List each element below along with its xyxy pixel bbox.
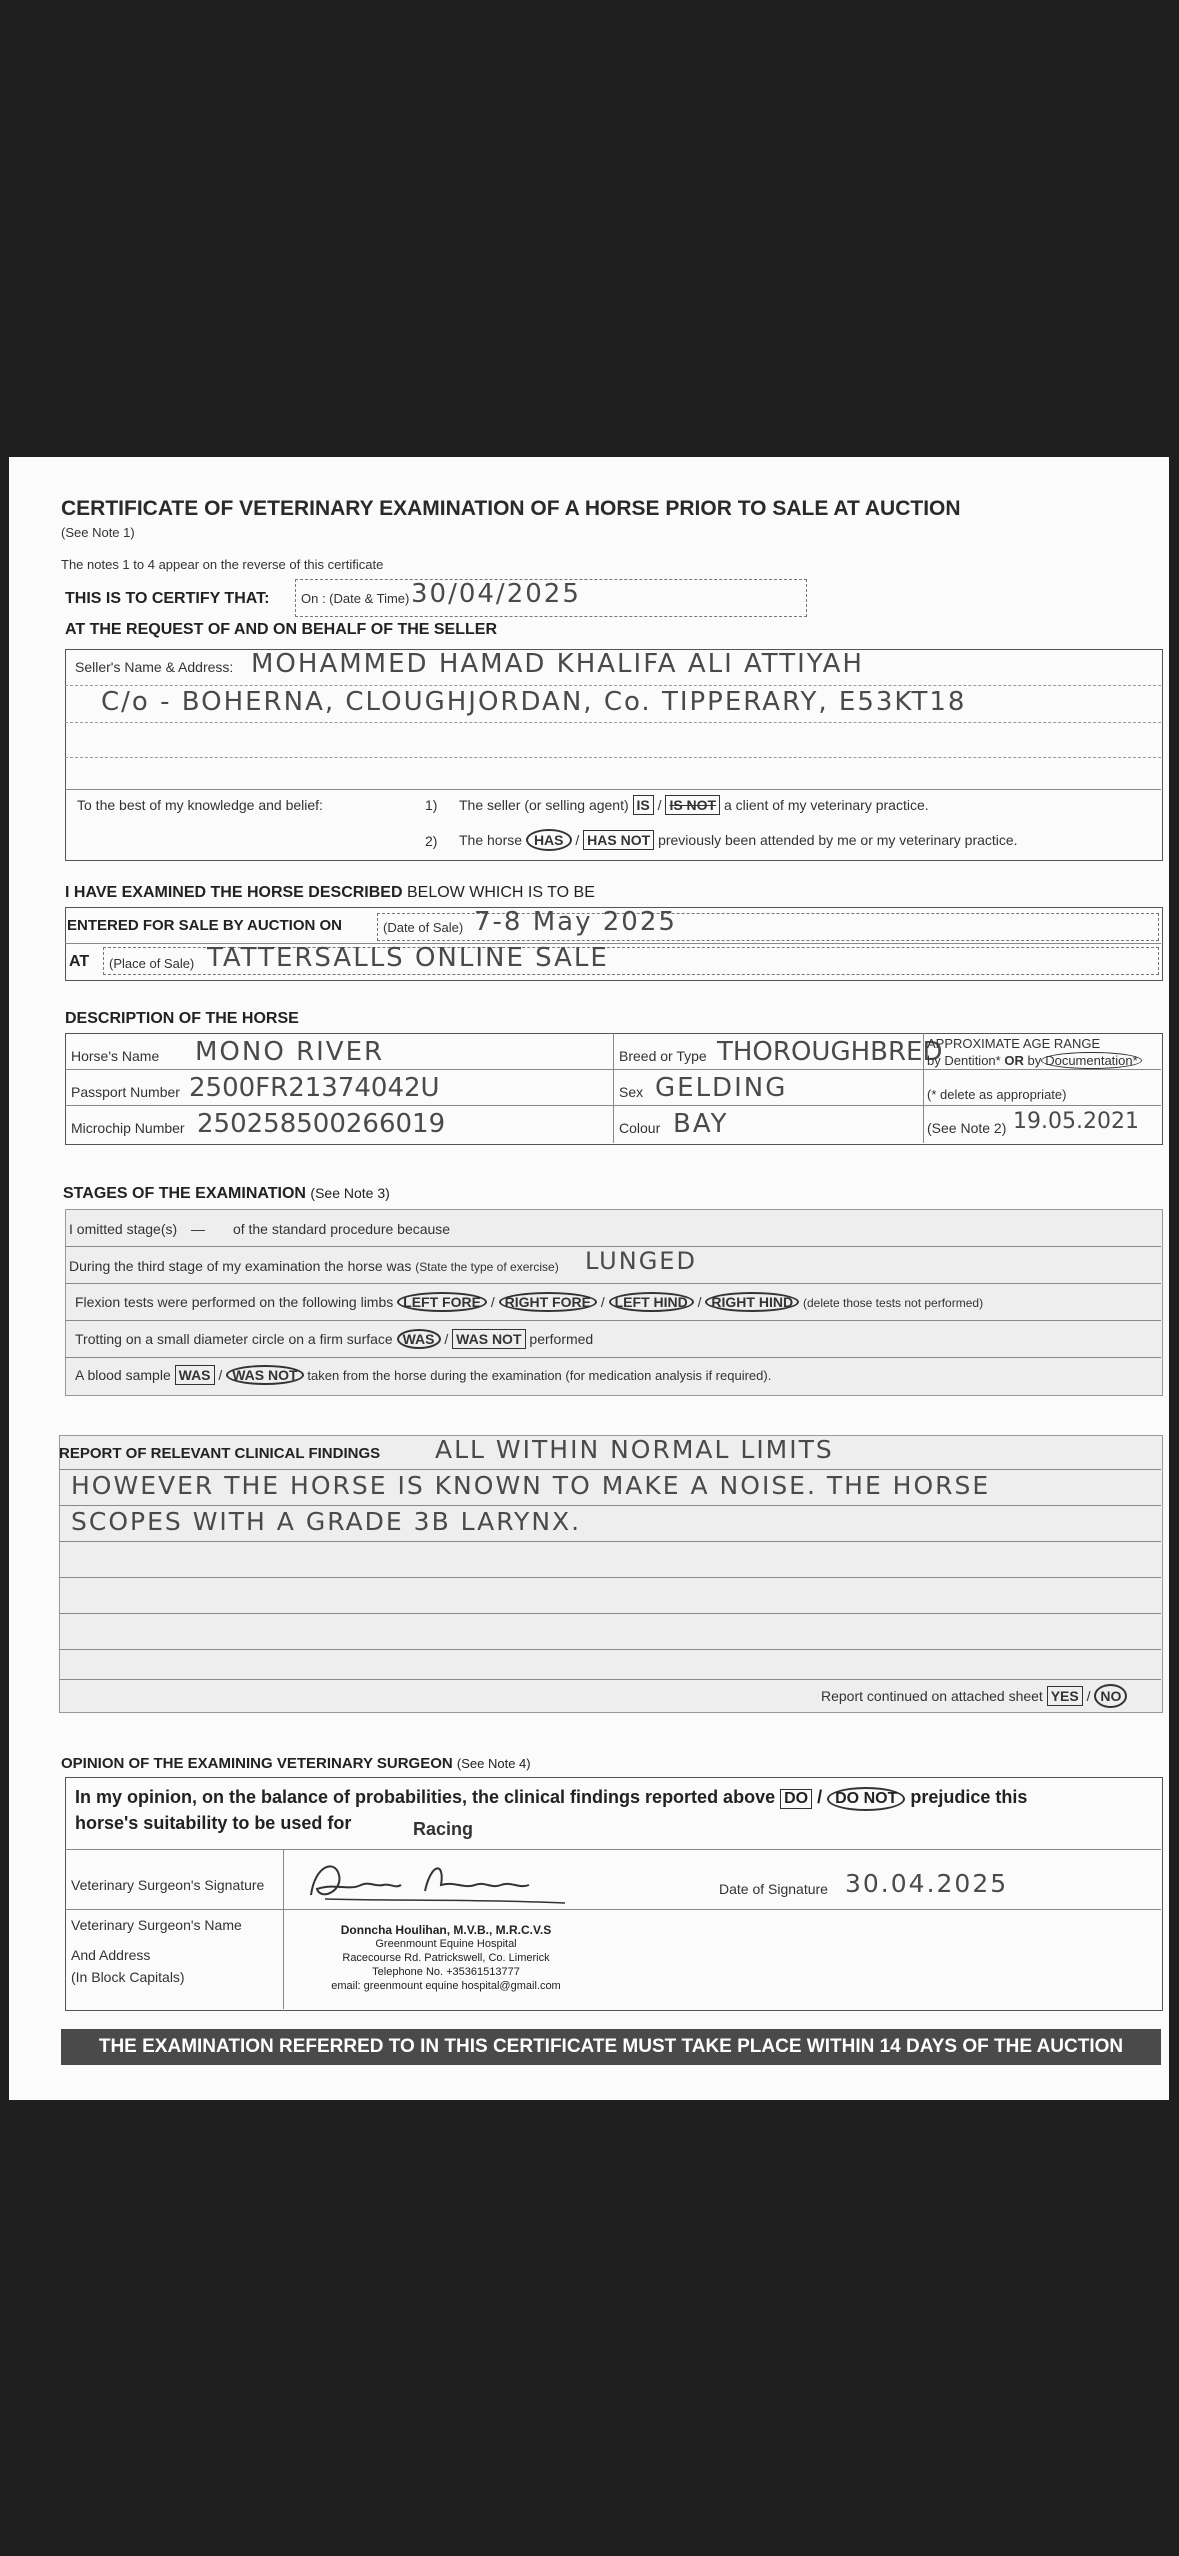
microchip-label: Microchip Number <box>71 1120 185 1136</box>
description-heading: DESCRIPTION OF THE HORSE <box>65 1010 299 1027</box>
third-stage-value: LUNGED <box>585 1247 697 1275</box>
belief-2-has: HAS <box>526 829 572 851</box>
omitted-because: of the standard procedure because <box>232 1221 451 1237</box>
examined-heading <box>65 884 595 902</box>
report-line-2: HOWEVER THE HORSE IS KNOWN TO MAKE A NOISE. THE HORSE <box>71 1471 991 1500</box>
blood-label: A blood sample <box>75 1367 171 1383</box>
blood-text: taken from the horse during the examination (for medication analysis if required). <box>307 1368 772 1383</box>
belief-2-hasnot: HAS NOT <box>583 830 654 850</box>
address-label: And Address <box>71 1947 151 1963</box>
belief-2-num: 2) <box>425 833 438 849</box>
trotting-wasnot: WAS NOT <box>452 1329 525 1349</box>
belief-1-text-a: The seller (or selling agent) <box>459 797 629 813</box>
on-date-label: On : (Date & Time) <box>301 591 410 606</box>
sex-label: Sex <box>619 1084 644 1100</box>
age-or: OR <box>1004 1053 1024 1068</box>
belief-1-row: The seller (or selling agent) IS / IS NOT a client of my veterinary practice. <box>459 797 929 813</box>
opinion-text-a: In my opinion, on the balance of probabilities, the clinical findings reported above <box>75 1787 776 1807</box>
horse-name-label: Horse's Name <box>71 1048 160 1064</box>
seller-address: C/o - BOHERNA, CLOUGHJORDAN, Co. TIPPERARY, E53KT18 <box>101 687 967 717</box>
passport-label: Passport Number <box>71 1084 180 1100</box>
horse-name-value: MONO RIVER <box>195 1037 385 1067</box>
trotting-was: WAS <box>397 1329 441 1349</box>
trotting-performed: performed <box>529 1331 594 1347</box>
examined-heading-a: I HAVE EXAMINED THE HORSE DESCRIBED <box>65 884 403 901</box>
flexion-row: Flexion tests were performed on the following limbs LEFT FORE / RIGHT FORE / LEFT HIND / RIGHT HIND (delete those tests not performed) <box>75 1294 984 1310</box>
sex-value: GELDING <box>655 1073 788 1103</box>
flexion-right-hind: RIGHT HIND <box>705 1292 799 1312</box>
entered-label: ENTERED FOR SALE BY AUCTION ON <box>67 917 343 934</box>
opinion-heading-text: OPINION OF THE EXAMINING VETERINARY SURGEON <box>61 1755 453 1772</box>
age-by-dentition: by Dentition* <box>927 1053 1001 1068</box>
age-delete-note: (* delete as appropriate) <box>927 1087 1067 1102</box>
belief-2-text-b: previously been attended by me or my veterinary practice. <box>658 832 1018 848</box>
date-of-signature-label: Date of Signature <box>719 1881 828 1897</box>
stamp-hospital: Greenmount Equine Hospital <box>375 1938 517 1950</box>
breed-label: Breed or Type <box>619 1048 707 1064</box>
third-stage-label: During the third stage of my examination the horse was <box>69 1258 412 1274</box>
colour-label: Colour <box>619 1120 661 1136</box>
stages-heading-text: STAGES OF THE EXAMINATION <box>63 1185 306 1202</box>
opinion-text-c: horse's suitability to be used for <box>75 1813 352 1833</box>
trotting-row: Trotting on a small diameter circle on a firm surface WAS / WAS NOT performed <box>75 1331 594 1347</box>
microchip-value: 250258500266019 <box>197 1109 446 1139</box>
omitted-row <box>69 1221 450 1237</box>
see-note-4: (See Note 4) <box>456 1756 531 1771</box>
stamp-name: Donncha Houlihan, M.V.B., M.R.C.V.S <box>340 1923 552 1937</box>
breed-value: THOROUGHBRED <box>717 1037 943 1067</box>
at-label: AT <box>69 953 90 970</box>
report-line-1: ALL WITHIN NORMAL LIMITS <box>435 1435 834 1464</box>
flexion-note: (delete those tests not performed) <box>802 1296 984 1310</box>
belief-1-is: IS <box>633 795 654 815</box>
on-date-value: 30/04/2025 <box>411 579 581 609</box>
passport-value: 2500FR21374042U <box>189 1073 440 1103</box>
seller-label: Seller's Name & Address: <box>75 659 234 675</box>
belief-label: To the best of my knowledge and belief: <box>77 797 323 813</box>
notes-line: The notes 1 to 4 appear on the reverse of this certificate <box>61 557 384 572</box>
date-of-signature-value: 30.04.2025 <box>845 1869 1009 1898</box>
certify-label: THIS IS TO CERTIFY THAT: <box>65 590 270 607</box>
footer-banner: THE EXAMINATION REFERRED TO IN THIS CERTIFICATE MUST TAKE PLACE WITHIN 14 DAYS OF THE AUCTION <box>61 2029 1161 2065</box>
belief-2-row: The horse HAS / HAS NOT previously been attended by me or my veterinary practice. <box>459 829 1018 851</box>
seller-name: MOHAMMED HAMAD KHALIFA ALI ATTIYAH <box>251 649 864 679</box>
age-value: 19.05.2021 <box>1013 1109 1139 1134</box>
stamp-address: Racecourse Rd. Patrickswell, Co. Limerick <box>342 1952 550 1964</box>
blood-was: WAS <box>175 1365 215 1385</box>
date-of-sale-label: (Date of Sale) <box>383 920 464 935</box>
age-range-label: APPROXIMATE AGE RANGE <box>927 1036 1101 1051</box>
belief-2-text-a: The horse <box>459 832 523 848</box>
belief-1-num: 1) <box>425 797 438 813</box>
flexion-left-hind: LEFT HIND <box>609 1292 694 1312</box>
stamp-phone: Telephone No. +35361513777 <box>372 1966 520 1978</box>
report-continued-yes: YES <box>1047 1686 1083 1706</box>
report-heading: REPORT OF RELEVANT CLINICAL FINDINGS <box>59 1445 381 1462</box>
belief-1-text-b: a client of my veterinary practice. <box>724 797 929 813</box>
vet-stamp <box>291 1923 601 1993</box>
blood-wasnot: WAS NOT <box>226 1365 303 1385</box>
opinion-row: In my opinion, on the balance of probabilities, the clinical findings reported above DO / DO NOT prejudice this <box>75 1787 1027 1811</box>
place-of-sale-label: (Place of Sale) <box>109 956 195 971</box>
block-caps-label: (In Block Capitals) <box>71 1969 185 1985</box>
opinion-do: DO <box>780 1789 812 1809</box>
date-of-sale-value: 7-8 May 2025 <box>474 907 677 937</box>
report-line-3: SCOPES WITH A GRADE 3B LARYNX. <box>71 1507 582 1536</box>
report-continued-label: Report continued on attached sheet <box>821 1688 1043 1704</box>
certificate-title: CERTIFICATE OF VETERINARY EXAMINATION OF A HORSE PRIOR TO SALE AT AUCTION <box>61 497 961 520</box>
see-note-3: (See Note 3) <box>310 1185 390 1201</box>
signature-label: Veterinary Surgeon's Signature <box>71 1877 265 1893</box>
belief-1-isnot: IS NOT <box>665 795 720 815</box>
place-of-sale-value: TATTERSALLS ONLINE SALE <box>207 943 609 973</box>
stamp-email: email: greenmount equine hospital@gmail.com <box>331 1980 561 1992</box>
blood-row: A blood sample WAS / WAS NOT taken from the horse during the examination (for medication analysis if required). <box>75 1367 772 1383</box>
trotting-label: Trotting on a small diameter circle on a firm surface <box>75 1331 393 1347</box>
age-by: by <box>1027 1053 1042 1068</box>
omitted-dash: — <box>191 1221 206 1237</box>
opinion-text-b: prejudice this <box>910 1787 1028 1807</box>
report-continued-row: Report continued on attached sheet YES / NO <box>821 1684 1127 1708</box>
opinion-do-not: DO NOT <box>827 1787 905 1811</box>
stages-heading <box>63 1185 390 1203</box>
signature-image <box>305 1855 575 1916</box>
flexion-label: Flexion tests were performed on the following limbs <box>75 1294 394 1310</box>
flexion-right-fore: RIGHT FORE <box>499 1292 597 1312</box>
omitted-label: I omitted stage(s) <box>69 1221 178 1237</box>
age-documentation: Documentation* <box>1041 1052 1142 1069</box>
flexion-left-fore: LEFT FORE <box>397 1292 487 1312</box>
request-heading: AT THE REQUEST OF AND ON BEHALF OF THE SELLER <box>65 621 497 638</box>
name-label: Veterinary Surgeon's Name <box>71 1917 242 1933</box>
third-stage-row <box>69 1258 559 1274</box>
report-continued-no: NO <box>1094 1684 1127 1708</box>
examined-heading-b: BELOW WHICH IS TO BE <box>406 884 595 901</box>
age-by-row <box>927 1053 1142 1068</box>
opinion-heading <box>61 1755 531 1772</box>
see-note-1: (See Note 1) <box>61 525 135 540</box>
colour-value: BAY <box>673 1109 729 1139</box>
see-note-2: (See Note 2) <box>927 1120 1007 1136</box>
third-stage-hint: (State the type of exercise) <box>415 1260 559 1274</box>
certificate-document <box>9 457 1169 2100</box>
opinion-use-value: Racing <box>413 1819 474 1839</box>
